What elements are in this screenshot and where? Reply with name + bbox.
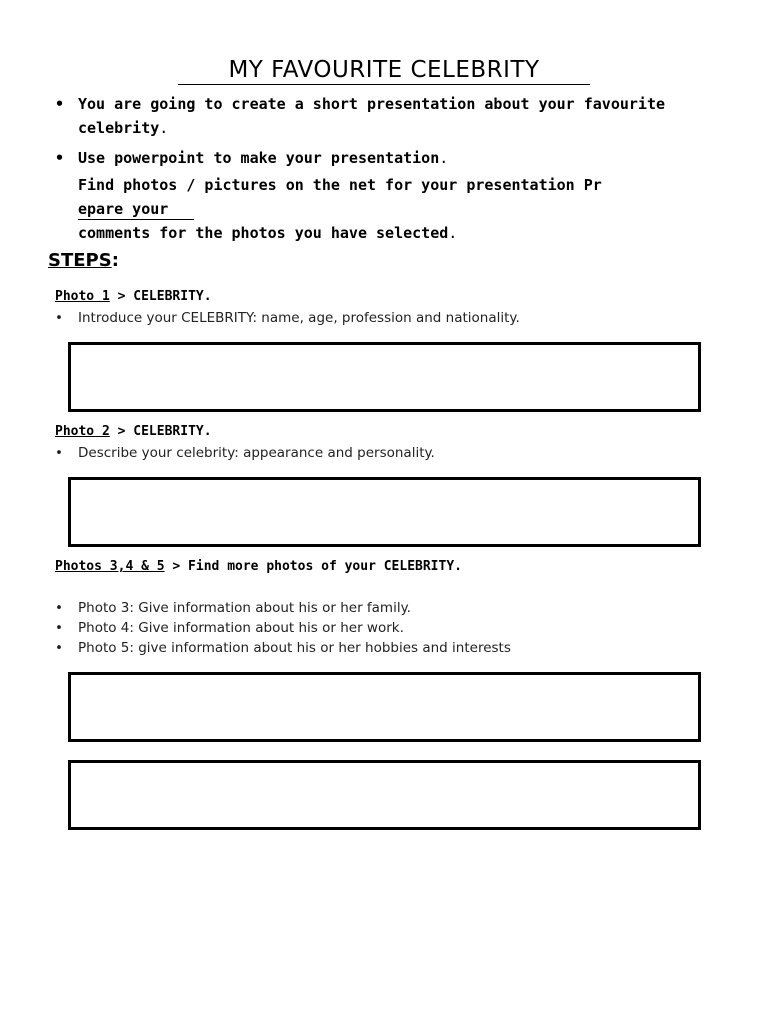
bullet-icon: • <box>55 600 63 616</box>
intro-bullet-3: Find photos / pictures on the net for your presentation Prepare your comments for the photos you have selected. <box>78 176 602 242</box>
intro-bullet-1-cont: celebrity <box>78 119 160 137</box>
page-title: MY FAVOURITE CELEBRITY <box>178 56 590 85</box>
intro-bullet-1-text: You are going to create a short presentation about your favourite <box>78 95 665 113</box>
answer-box-4[interactable] <box>68 760 701 830</box>
steps-heading: STEPS: <box>48 250 119 271</box>
intro-bullet-3-cont: comments for the photos you have selected <box>78 224 449 242</box>
bullet-icon: • <box>55 445 63 461</box>
photo-1-heading: Photo 1 > CELEBRITY. <box>55 289 212 304</box>
list-item: • Photo 3: Give information about his or her family. <box>55 600 411 616</box>
intro-bullet-2-text: Use powerpoint to make your presentation <box>78 149 440 167</box>
bullet-icon: • <box>55 640 63 656</box>
answer-box-2[interactable] <box>68 477 701 547</box>
list-item: • Describe your celebrity: appearance and personality. <box>55 445 435 461</box>
answer-box-3[interactable] <box>68 672 701 742</box>
intro-bullet-2: • Use powerpoint to make your presentation. <box>50 146 690 170</box>
bullet-icon: • <box>55 149 65 167</box>
intro-bullet-1: • You are going to create a short presentation about your favourite celebrity. <box>50 92 690 140</box>
bullet-icon: • <box>55 310 63 326</box>
answer-box-1[interactable] <box>68 342 701 412</box>
photo-2-heading: Photo 2 > CELEBRITY. <box>55 424 212 439</box>
photos-3-4-5-heading: Photos 3,4 & 5 > Find more photos of your CELEBRITY. <box>55 559 462 574</box>
bullet-icon: • <box>55 95 65 113</box>
list-item: • Photo 4: Give information about his or her work. <box>55 620 404 636</box>
intro-bullet-3-text-a: Find photos / pictures on the net for your presentation Pr <box>78 176 602 194</box>
bullet-icon: • <box>55 620 63 636</box>
list-item: • Photo 5: give information about his or her hobbies and interests <box>55 640 511 656</box>
intro-bullet-3-text-b: epare your <box>78 197 168 221</box>
list-item: • Introduce your CELEBRITY: name, age, profession and nationality. <box>55 310 520 326</box>
